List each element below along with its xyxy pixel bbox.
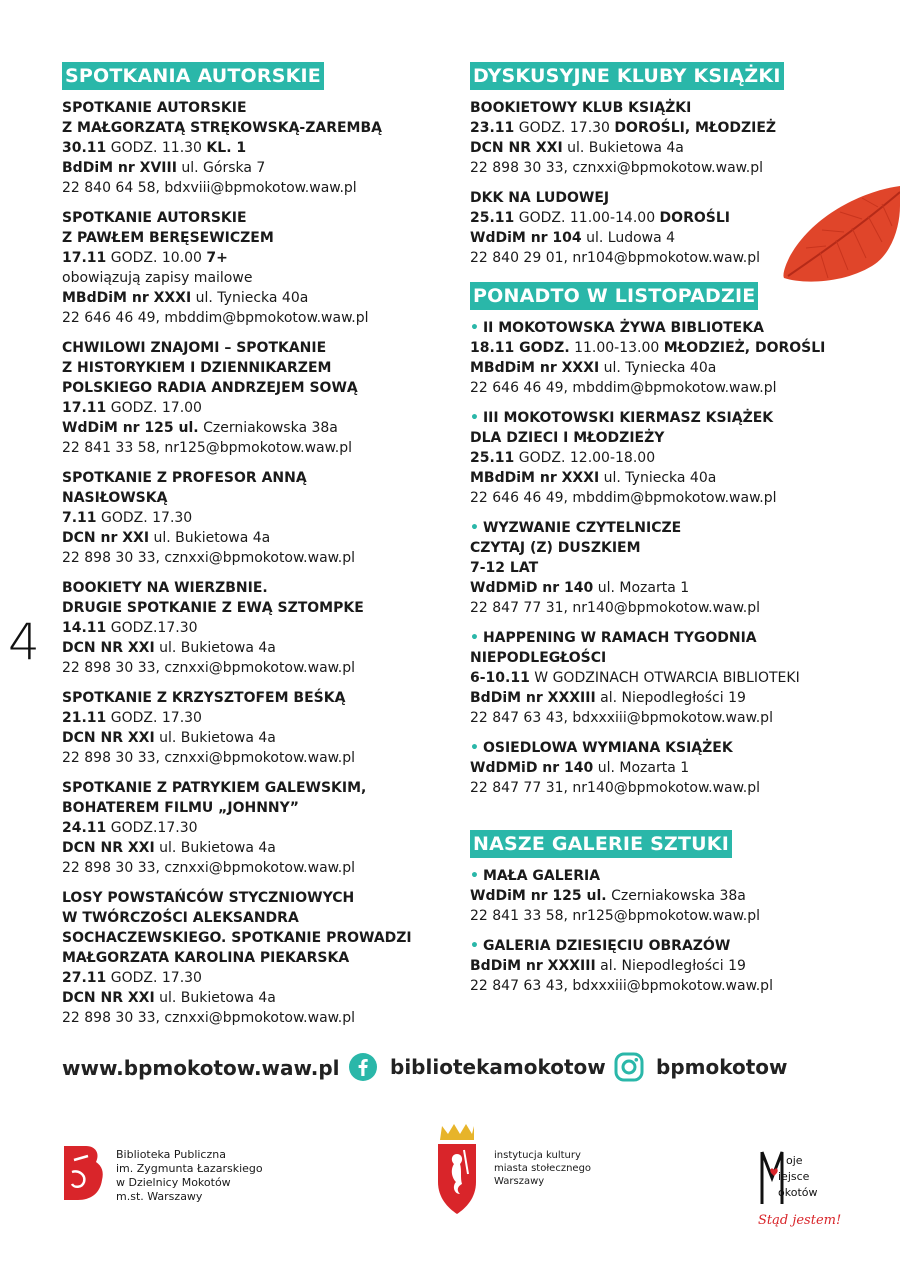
event-title-text: 7-12 LAT: [470, 560, 539, 576]
event-title-line: [62, 888, 442, 908]
event-entry: [62, 98, 442, 198]
section-heading-book-clubs: DYSKUSYJNE KLUBY KSIĄŻKI: [470, 62, 784, 90]
bullet-icon: •: [470, 630, 479, 646]
event-address: ul. Bukietowa 4a: [154, 840, 276, 856]
event-date-line: [62, 138, 442, 158]
event-title-line: [62, 778, 442, 798]
event-title-text: BOOKIETOWY KLUB KSIĄŻKI: [470, 100, 692, 116]
right-column: [470, 62, 830, 1006]
event-contact[interactable]: 22 898 30 33, cznxxi@bpmokotow.waw.pl: [62, 550, 356, 566]
event-time: GODZ.17.30: [106, 820, 198, 836]
event-title-line: [62, 378, 442, 398]
website-link[interactable]: www.bpmokotow.waw.pl: [62, 1056, 340, 1080]
library-name: [116, 1148, 263, 1204]
event-place-line: [62, 728, 442, 748]
event-place-line: [470, 886, 830, 906]
event-place-line: [470, 758, 830, 778]
event-entry: [470, 936, 830, 996]
event-audience: KL. 1: [206, 140, 247, 156]
event-address: ul. Tyniecka 40a: [599, 470, 717, 486]
footer-logos: [60, 1120, 860, 1240]
library-name-line: Biblioteka Publiczna: [116, 1148, 226, 1161]
facebook-icon: [348, 1052, 378, 1082]
event-title-text: SPOTKANIE AUTORSKIE: [62, 210, 247, 226]
event-entry: [62, 578, 442, 678]
event-place: WdDiM nr 104: [470, 230, 582, 246]
event-title-line: [470, 318, 830, 338]
event-date-line: [62, 248, 442, 268]
event-entry: [62, 338, 442, 458]
event-address: ul. Tyniecka 40a: [599, 360, 717, 376]
city-text-line: instytucja kultury: [494, 1149, 581, 1161]
event-place-line: [62, 528, 442, 548]
event-address: al. Niepodległości 19: [595, 958, 746, 974]
galleries-list: [470, 866, 830, 996]
event-date: 27.11: [62, 970, 107, 986]
event-place-line: [62, 288, 442, 308]
event-entry: [62, 208, 442, 328]
event-place-line: [470, 468, 830, 488]
event-audience: DOROŚLI: [659, 210, 730, 226]
event-title-text: MAŁGORZATA KAROLINA PIEKARSKA: [62, 950, 350, 966]
event-place-line: [470, 956, 830, 976]
event-contact[interactable]: 22 898 30 33, cznxxi@bpmokotow.waw.pl: [62, 1010, 356, 1026]
event-place-line: [62, 158, 442, 178]
autumn-leaf-image: [782, 186, 900, 286]
event-date: 21.11: [62, 710, 107, 726]
author-meetings-list: [62, 98, 442, 1028]
event-title-line: [62, 228, 442, 248]
event-place-line: [470, 138, 830, 158]
event-address: ul. Tyniecka 40a: [191, 290, 309, 306]
event-entry: [470, 518, 830, 618]
footer-links: [62, 1052, 842, 1086]
instagram-icon: [614, 1052, 644, 1082]
city-text-line: miasta stołecznego: [494, 1162, 592, 1174]
event-date-line: [62, 618, 442, 638]
event-place-line: [470, 228, 830, 248]
instagram-handle: bpmokotow: [656, 1055, 788, 1079]
event-time: GODZ. 17.30: [96, 510, 193, 526]
event-entry: [470, 738, 830, 798]
event-date: 6-10.11: [470, 670, 530, 686]
bullet-icon: •: [470, 320, 479, 336]
event-date: 23.11: [470, 120, 515, 136]
book-clubs-list: [470, 98, 830, 268]
event-address: ul. Bukietowa 4a: [149, 530, 271, 546]
event-date: 7.11: [62, 510, 97, 526]
event-audience: MŁODZIEŻ, DOROŚLI: [663, 340, 826, 356]
event-date: 30.11: [62, 140, 107, 156]
event-title-line: [62, 208, 442, 228]
event-title-text: GALERIA DZIESIĘCIU OBRAZÓW: [482, 938, 731, 954]
event-date-line: [62, 398, 442, 418]
warsaw-city-logo: [434, 1120, 591, 1216]
section-heading-november: PONADTO W LISTOPADZIE: [470, 282, 758, 310]
event-title-line: [62, 578, 442, 598]
library-name-line: im. Zygmunta Łazarskiego: [116, 1162, 263, 1175]
event-title-text: DRUGIE SPOTKANIE Z EWĄ SZTOMPKE: [62, 600, 364, 616]
moje-tagline: Stąd jestem!: [758, 1213, 842, 1228]
event-title-line: [62, 598, 442, 618]
event-title-text: SPOTKANIE AUTORSKIE: [62, 100, 247, 116]
event-contact[interactable]: 22 646 46 49, mbddim@bpmokotow.waw.pl: [470, 380, 777, 396]
moje-miejsce-logo: [750, 1144, 850, 1234]
event-title-text: WYZWANIE CZYTELNICZE: [482, 520, 682, 536]
city-text-line: Warszawy: [494, 1175, 545, 1187]
event-contact[interactable]: 22 841 33 58, nr125@bpmokotow.waw.pl: [470, 908, 761, 924]
section-heading-galleries: NASZE GALERIE SZTUKI: [470, 830, 732, 858]
event-entry: [470, 98, 830, 178]
event-title-line: [470, 188, 830, 208]
event-contact[interactable]: 22 898 30 33, cznxxi@bpmokotow.waw.pl: [62, 750, 356, 766]
event-audience: 7+: [206, 250, 228, 266]
event-address: Czerniakowska 38a: [606, 888, 746, 904]
event-title-line: [470, 936, 830, 956]
event-title-text: BOOKIETY NA WIERZBNIE.: [62, 580, 268, 596]
bullet-icon: •: [470, 868, 479, 884]
event-place-line: [470, 578, 830, 598]
event-place: DCN NR XXI: [62, 730, 155, 746]
event-time: GODZ. 17.00: [106, 400, 202, 416]
event-address: ul. Górska 7: [176, 160, 266, 176]
event-title-text: OSIEDLOWA WYMIANA KSIĄŻEK: [482, 740, 733, 756]
facebook-handle: bibliotekamokotow: [390, 1055, 606, 1079]
facebook-link[interactable]: [348, 1052, 606, 1082]
event-title-line: [62, 948, 442, 968]
event-title-text: SOCHACZEWSKIEGO. SPOTKANIE PROWADZI: [62, 930, 412, 946]
event-date-line: [62, 708, 442, 728]
event-address: ul. Bukietowa 4a: [154, 640, 276, 656]
event-time: GODZ. 10.00: [106, 250, 207, 266]
event-time: GODZ.17.30: [106, 620, 198, 636]
event-place: WdDiM nr 125 ul.: [470, 888, 607, 904]
event-time: GODZ. 11.00-14.00: [514, 210, 660, 226]
event-date-line: [62, 818, 442, 838]
event-date-line: [62, 508, 442, 528]
event-place: DCN NR XXI: [470, 140, 563, 156]
event-place-line: [470, 358, 830, 378]
event-address: ul. Mozarta 1: [593, 760, 690, 776]
event-title-text: Z HISTORYKIEM I DZIENNIKARZEM: [62, 360, 332, 376]
event-time: GODZ. 17.30: [106, 970, 202, 986]
bullet-icon: •: [470, 410, 479, 426]
event-entry: [62, 468, 442, 568]
event-place: WdDMiD nr 140: [470, 580, 594, 596]
event-entry: [470, 628, 830, 728]
event-contact[interactable]: 22 847 63 43, bdxxxiii@bpmokotow.waw.pl: [470, 978, 773, 994]
event-place: WdDMiD nr 140: [470, 760, 594, 776]
event-date-line: [470, 208, 830, 228]
event-place: BdDiM nr XXXIII: [470, 958, 596, 974]
library-name-line: m.st. Warszawy: [116, 1190, 203, 1203]
event-time: 11.00-13.00: [569, 340, 664, 356]
event-title-text: CZYTAJ (Z) DUSZKIEM: [470, 540, 641, 556]
event-title-text: BOHATEREM FILMU „JOHNNY”: [62, 800, 299, 816]
moje-line2: iejsce: [778, 1170, 810, 1183]
section-heading-author-meetings: SPOTKANIA AUTORSKIE: [62, 62, 324, 90]
page-number: 4: [8, 613, 40, 671]
event-address: ul. Bukietowa 4a: [154, 990, 276, 1006]
event-title-text: DKK NA LUDOWEJ: [470, 190, 610, 206]
event-contact[interactable]: 22 840 64 58, bdxviii@bpmokotow.waw.pl: [62, 180, 357, 196]
event-time: W GODZINACH OTWARCIA BIBLIOTEKI: [529, 670, 800, 686]
event-place: DCN NR XXI: [62, 840, 155, 856]
event-date-line: [62, 968, 442, 988]
event-entry: [470, 188, 830, 268]
event-time: GODZ. 17.30: [514, 120, 615, 136]
event-date: 24.11: [62, 820, 107, 836]
bullet-icon: •: [470, 740, 479, 756]
left-column: [62, 62, 442, 1038]
event-title-line: [470, 408, 830, 428]
event-entry: [470, 866, 830, 926]
event-contact[interactable]: 22 646 46 49, mbddim@bpmokotow.waw.pl: [62, 310, 369, 326]
event-contact[interactable]: 22 898 30 33, cznxxi@bpmokotow.waw.pl: [62, 860, 356, 876]
event-title-line: [62, 338, 442, 358]
event-address: ul. Ludowa 4: [581, 230, 676, 246]
event-title-line: [62, 488, 442, 508]
event-title-text: NASIŁOWSKĄ: [62, 490, 168, 506]
event-title-line: [470, 738, 830, 758]
event-title-text: SPOTKANIE Z PROFESOR ANNĄ: [62, 470, 307, 486]
bullet-icon: •: [470, 938, 479, 954]
event-address: Czerniakowska 38a: [198, 420, 338, 436]
event-contact[interactable]: 22 847 77 31, nr140@bpmokotow.waw.pl: [470, 780, 761, 796]
event-place: MBdDiM nr XXXI: [62, 290, 192, 306]
event-title-text: Z PAWŁEM BERĘSEWICZEM: [62, 230, 274, 246]
event-contact[interactable]: 22 646 46 49, mbddim@bpmokotow.waw.pl: [470, 490, 777, 506]
event-date-line: [470, 668, 830, 688]
event-entry: [470, 408, 830, 508]
event-address: al. Niepodległości 19: [595, 690, 746, 706]
event-date: 18.11 GODZ.: [470, 340, 570, 356]
event-entry: [470, 318, 830, 398]
event-time: GODZ. 12.00-18.00: [514, 450, 656, 466]
event-place: DCN NR XXI: [62, 990, 155, 1006]
event-place: BdDiM nr XXXIII: [470, 690, 596, 706]
event-contact[interactable]: 22 847 77 31, nr140@bpmokotow.waw.pl: [470, 600, 761, 616]
event-date: 25.11: [470, 450, 515, 466]
event-title-text: NIEPODLEGŁOŚCI: [470, 650, 607, 666]
event-contact[interactable]: 22 840 29 01, nr104@bpmokotow.waw.pl: [470, 250, 761, 266]
library-logo: [60, 1142, 263, 1204]
event-title-text: LOSY POWSTAŃCÓW STYCZNIOWYCH: [62, 890, 355, 906]
event-contact[interactable]: 22 841 33 58, nr125@bpmokotow.waw.pl: [62, 440, 353, 456]
event-contact[interactable]: 22 847 63 43, bdxxxiii@bpmokotow.waw.pl: [470, 710, 773, 726]
event-entry: [62, 888, 442, 1028]
november-events-list: [470, 318, 830, 798]
event-entry: [62, 778, 442, 878]
event-contact[interactable]: 22 898 30 33, cznxxi@bpmokotow.waw.pl: [62, 660, 356, 676]
event-place-line: [62, 838, 442, 858]
event-title-line: [470, 518, 830, 538]
event-title-line: [470, 866, 830, 886]
library-name-line: w Dzielnicy Mokotów: [116, 1176, 231, 1189]
event-title-line: [62, 468, 442, 488]
event-audience: DOROŚLI, MŁODZIEŻ: [614, 120, 777, 136]
instagram-link[interactable]: [614, 1052, 788, 1082]
event-address: ul. Mozarta 1: [593, 580, 690, 596]
warsaw-coat-of-arms-icon: [434, 1120, 480, 1216]
moje-line3: okotów: [778, 1186, 818, 1199]
event-title-line: [470, 98, 830, 118]
event-entry: [62, 688, 442, 768]
event-place-line: [470, 688, 830, 708]
event-title-line: [470, 558, 830, 578]
event-address: ul. Bukietowa 4a: [562, 140, 684, 156]
city-institution-text: [494, 1149, 591, 1188]
event-place: DCN NR XXI: [62, 640, 155, 656]
event-address: ul. Bukietowa 4a: [154, 730, 276, 746]
event-title-text: SPOTKANIE Z KRZYSZTOFEM BEŚKĄ: [62, 690, 346, 706]
event-time: GODZ. 17.30: [106, 710, 202, 726]
event-place-line: [62, 988, 442, 1008]
event-date: 14.11: [62, 620, 107, 636]
event-place: BdDiM nr XVIII: [62, 160, 177, 176]
event-title-text: W TWÓRCZOŚCI ALEKSANDRA: [62, 910, 299, 926]
event-title-text: HAPPENING W RAMACH TYGODNIA: [482, 630, 757, 646]
event-title-line: [62, 358, 442, 378]
event-title-line: [62, 798, 442, 818]
moje-line1: oje: [786, 1154, 803, 1167]
event-title-line: [62, 908, 442, 928]
event-note: obowiązują zapisy mailowe: [62, 270, 253, 286]
event-date-line: [470, 338, 830, 358]
event-place-line: [62, 418, 442, 438]
event-title-line: [62, 118, 442, 138]
event-place: MBdDiM nr XXXI: [470, 470, 600, 486]
bullet-icon: •: [470, 520, 479, 536]
event-title-line: [470, 428, 830, 448]
event-date-line: [470, 448, 830, 468]
event-place: MBdDiM nr XXXI: [470, 360, 600, 376]
event-title-line: [470, 628, 830, 648]
event-contact[interactable]: 22 898 30 33, cznxxi@bpmokotow.waw.pl: [470, 160, 764, 176]
event-title-text: II MOKOTOWSKA ŻYWA BIBLIOTEKA: [482, 320, 764, 336]
library-emblem-icon: [60, 1142, 104, 1204]
event-title-text: DLA DZIECI I MŁODZIEŻY: [470, 430, 665, 446]
event-date: 17.11: [62, 400, 107, 416]
event-title-line: [62, 688, 442, 708]
event-title-line: [470, 538, 830, 558]
event-title-text: CHWILOWI ZNAJOMI – SPOTKANIE: [62, 340, 327, 356]
event-title-text: SPOTKANIE Z PATRYKIEM GALEWSKIM,: [62, 780, 367, 796]
event-place-line: [62, 638, 442, 658]
event-title-line: [62, 928, 442, 948]
event-title-line: [62, 98, 442, 118]
event-title-text: Z MAŁGORZATĄ STRĘKOWSKĄ-ZAREMBĄ: [62, 120, 382, 136]
event-date-line: [470, 118, 830, 138]
event-title-text: MAŁA GALERIA: [482, 868, 601, 884]
event-time: GODZ. 11.30: [106, 140, 207, 156]
event-title-text: POLSKIEGO RADIA ANDRZEJEM SOWĄ: [62, 380, 358, 396]
event-title-text: III MOKOTOWSKI KIERMASZ KSIĄŻEK: [482, 410, 774, 426]
event-date: 17.11: [62, 250, 107, 266]
event-place: DCN nr XXI: [62, 530, 150, 546]
event-date: 25.11: [470, 210, 515, 226]
event-place: WdDiM nr 125 ul.: [62, 420, 199, 436]
event-title-line: [470, 648, 830, 668]
